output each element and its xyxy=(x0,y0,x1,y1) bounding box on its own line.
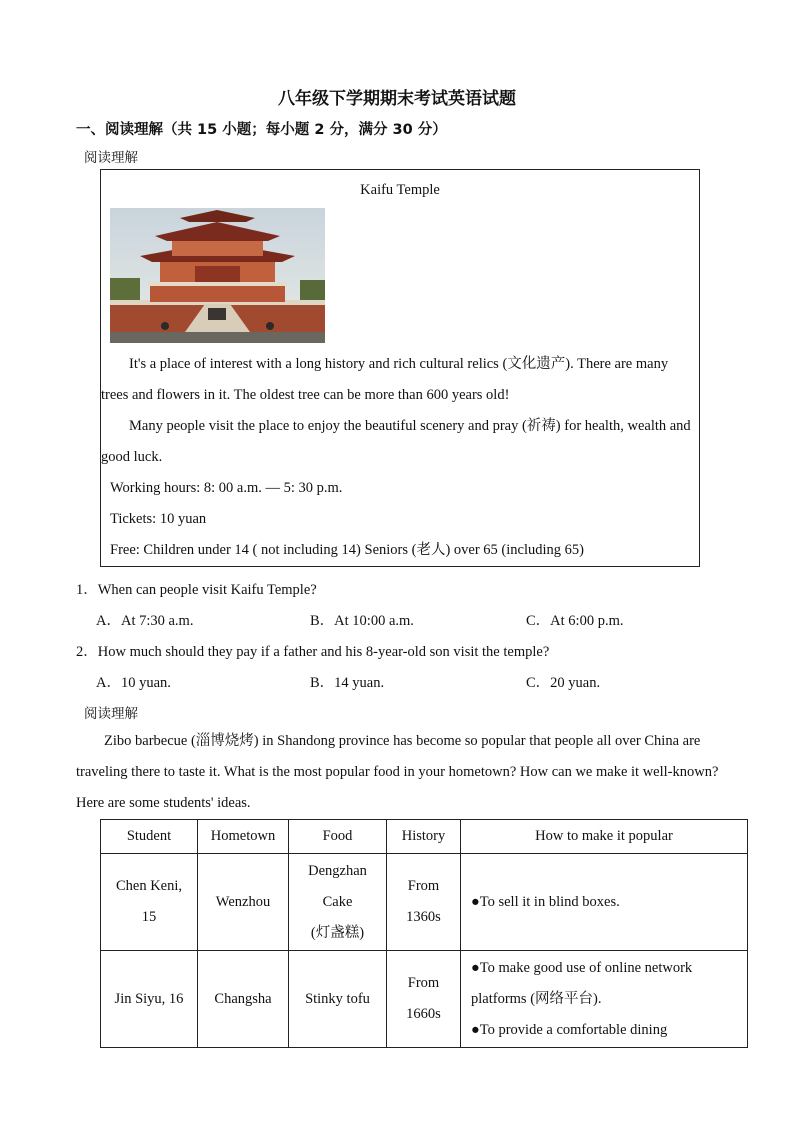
header-student: Student xyxy=(101,820,198,854)
cell-hometown: Wenzhou xyxy=(198,854,289,951)
reading-label: 阅读理解 xyxy=(84,150,138,166)
passage-line: traveling there to taste it. What is the most popular food in your hometown? How can we make it well-known? xyxy=(76,764,719,780)
cell-ideas: ●To sell it in blind boxes. xyxy=(461,854,748,951)
option-a[interactable]: A．10 yuan. xyxy=(96,675,171,691)
page-title: 八年级下学期期末考试英语试题 xyxy=(278,89,516,109)
question-stem: 1．When can people visit Kaifu Temple? xyxy=(76,582,317,598)
cell-student: Jin Siyu, 16 xyxy=(101,951,198,1048)
question-stem: 2．How much should they pay if a father and his 8-year-old son visit the temple? xyxy=(76,644,550,660)
free-entry-rule: Free: Children under 14 ( not including 14) Seniors (老人) over 65 (including 65) xyxy=(110,542,584,558)
cell-student: Chen Keni, 15 xyxy=(101,854,198,951)
header-history: History xyxy=(387,820,461,854)
header-food: Food xyxy=(289,820,387,854)
cell-ideas: ●To make good use of online network platforms (网络平台). ●To provide a comfortable dining xyxy=(461,951,748,1048)
cell-history: From 1660s xyxy=(387,951,461,1048)
passage-line: Many people visit the place to enjoy the beautiful scenery and pray (祈祷) for health, wealth and xyxy=(129,418,691,434)
cell-food: Stinky tofu xyxy=(289,951,387,1048)
option-c[interactable]: C．At 6:00 p.m. xyxy=(526,613,624,629)
temple-photo xyxy=(110,208,325,343)
temple-image xyxy=(110,208,325,343)
working-hours: Working hours: 8: 00 a.m. — 5: 30 p.m. xyxy=(110,480,343,496)
reading-label: 阅读理解 xyxy=(84,706,138,722)
passage-box xyxy=(100,169,700,567)
passage-line: Here are some students' ideas. xyxy=(76,795,251,811)
header-hometown: Hometown xyxy=(198,820,289,854)
cell-hometown: Changsha xyxy=(198,951,289,1048)
option-b[interactable]: B．14 yuan. xyxy=(310,675,385,691)
passage-line: trees and flowers in it. The oldest tree can be more than 600 years old! xyxy=(101,387,510,403)
table-row xyxy=(101,854,748,951)
passage-line: good luck. xyxy=(101,449,163,465)
table-row xyxy=(101,951,748,1048)
cell-history: From 1360s xyxy=(387,854,461,951)
option-c[interactable]: C．20 yuan. xyxy=(526,675,601,691)
ticket-price: Tickets: 10 yuan xyxy=(110,511,207,527)
passage-line: It's a place of interest with a long history and rich cultural relics (文化遗产). There are many xyxy=(129,356,669,372)
section-heading: 一、阅读理解（共 15 小题；每小题 2 分，满分 30 分） xyxy=(76,122,447,138)
cell-food: Dengzhan Cake (灯盏糕) xyxy=(289,854,387,951)
header-how: How to make it popular xyxy=(461,820,748,854)
option-b[interactable]: B．At 10:00 a.m. xyxy=(310,613,414,629)
passage-title: Kaifu Temple xyxy=(360,182,440,198)
option-a[interactable]: A．At 7:30 a.m. xyxy=(96,613,194,629)
table-header-row xyxy=(101,820,748,854)
ideas-table xyxy=(100,819,748,1048)
passage-line: Zibo barbecue (淄博烧烤) in Shandong province has become so popular that people all over China are xyxy=(104,733,701,749)
